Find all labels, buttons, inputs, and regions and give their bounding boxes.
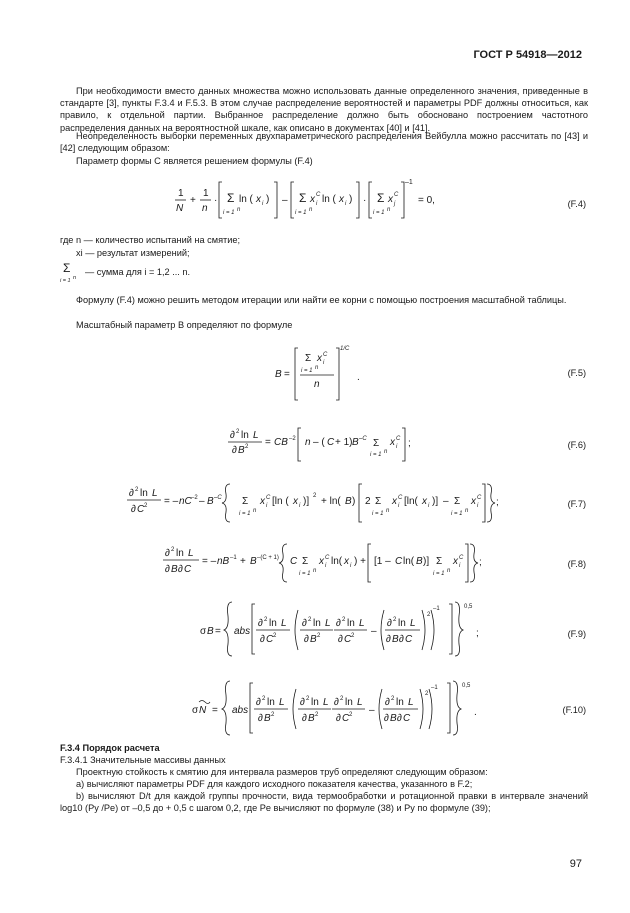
svg-text:0,5: 0,5 [462,683,471,689]
equation-number-f10: (F.10) [562,705,586,715]
paragraph-4: Формулу (F.4) можно решить методом итерации или найти ее корни с помощью построения масштабной таблицы. [76,295,567,305]
svg-text:∂: ∂ [165,548,170,559]
equation-f9-closing-graphic [446,598,486,658]
paragraph-8: b) вычисляют D/t для каждой группы прочности, вида термообработки и ротационной правки в интервале значений log10 (Py /Pe) от –0,5 до + 0,5 с шагом 0,2, где Pe вычисляют по формуле (38) и Py по формуле (39); [60,791,588,814]
svg-text:C: C [477,495,482,501]
sum-symbol-graphic [60,260,86,284]
svg-text:n: n [73,275,77,281]
svg-text:;: ; [496,497,499,508]
svg-text:L: L [323,697,329,708]
definition-x: xi — результат измерений; [76,248,190,258]
svg-text:∂: ∂ [260,634,265,645]
equation-f7 [127,482,497,527]
svg-text:–1: –1 [431,685,438,691]
svg-text:i = 1: i = 1 [223,210,235,216]
svg-text:–: – [369,705,375,716]
svg-text:C: C [325,555,330,561]
svg-text:B: B [352,437,359,448]
svg-text:n: n [309,207,313,213]
sum-symbol [60,260,86,287]
svg-text:i = 1: i = 1 [373,210,385,216]
svg-text:): ) [352,496,356,507]
svg-text:= –: = – [164,496,179,507]
svg-text:∂: ∂ [334,697,339,708]
equation-f10-closing [444,677,484,740]
svg-text:)]: )] [423,556,430,567]
svg-text:Σ: Σ [227,191,235,205]
svg-text:–2: –2 [289,436,296,442]
svg-text:Σ: Σ [242,496,249,507]
svg-text:Σ: Σ [373,438,380,449]
svg-text:=: = [212,705,218,716]
svg-text:–1: –1 [405,179,413,186]
svg-text:x: x [422,496,427,507]
svg-text:ln: ln [396,697,404,708]
svg-text:=: = [215,626,221,637]
svg-text:CB: CB [274,437,288,448]
svg-text:2: 2 [308,617,312,623]
definition-sum: — сумма для i = 1,2 ... n. [85,267,191,277]
svg-text:–: – [199,496,205,507]
equation-number-f9: (F.9) [567,629,586,639]
equation-f10-closing-graphic [444,677,484,737]
svg-text:∂: ∂ [304,634,309,645]
svg-text:C: C [398,495,403,501]
svg-text:∂: ∂ [387,618,392,629]
svg-text:∂: ∂ [336,713,341,724]
svg-text:i = 1: i = 1 [299,571,311,577]
svg-text:L: L [359,618,365,629]
equation-number-f5: (F.5) [567,368,586,378]
document-header: ГОСТ Р 54918—2012 [473,49,582,61]
svg-text:x: x [339,194,344,205]
svg-text:∂: ∂ [131,504,136,515]
svg-text:i: i [428,503,430,509]
svg-text:Σ: Σ [299,191,307,205]
equation-f9-graphic [198,596,448,656]
equation-f8 [163,542,483,587]
svg-text:+: + [190,195,196,206]
svg-text:i: i [398,503,400,509]
svg-text:;: ; [408,438,411,449]
svg-text:L: L [325,618,331,629]
svg-text:i = 1: i = 1 [370,452,382,458]
equation-f10 [190,675,444,738]
svg-text:B: B [390,713,397,724]
svg-text:n: n [315,365,319,371]
svg-text:C: C [403,713,411,724]
svg-text:i: i [350,563,352,569]
svg-text:C: C [316,192,321,198]
paragraph-6: Проектную стойкость к смятию для интервала размеров труб определяют следующим образом: [76,767,488,777]
svg-text:B: B [250,556,257,567]
svg-text:2: 2 [171,547,175,553]
svg-text:∂: ∂ [399,634,404,645]
svg-text:=: = [265,437,271,448]
page-number: 97 [569,858,582,870]
svg-text:)]: )] [432,496,439,507]
equation-f10-graphic [190,675,444,735]
svg-text:2: 2 [317,633,321,639]
svg-text:C: C [266,634,274,645]
equation-f6 [228,425,418,468]
svg-text:i = 1: i = 1 [239,511,251,517]
svg-text:·: · [214,195,218,206]
svg-text:σ: σ [192,705,199,716]
svg-text:Σ: Σ [302,556,309,567]
svg-text:2: 2 [264,617,268,623]
equation-f7-graphic [127,482,497,524]
svg-text:i: i [345,201,347,207]
svg-text:∂: ∂ [338,634,343,645]
svg-text:ln: ln [313,618,321,629]
svg-text:+: + [240,556,246,567]
svg-text:i: i [323,360,325,366]
svg-text:i: i [262,201,264,207]
svg-text:–: – [443,496,449,507]
svg-text:2: 2 [271,712,275,718]
svg-text:ln: ln [269,618,277,629]
subsection-title: F.3.4.1 Значительные массивы данных [60,755,226,765]
svg-text:C: C [395,556,403,567]
svg-text:x: x [256,194,261,205]
svg-text:i: i [396,444,398,450]
svg-text:i: i [459,563,461,569]
svg-text:ln: ln [241,430,249,441]
svg-text:∂: ∂ [336,618,341,629]
svg-text:x: x [317,353,322,364]
svg-text:): ) [266,194,270,205]
svg-text:2: 2 [306,696,310,702]
equation-f9-closing [446,598,486,661]
svg-text:ln: ln [176,548,184,559]
svg-text:C: C [323,352,328,358]
svg-text:n: n [386,508,390,514]
svg-text:∂: ∂ [302,618,307,629]
svg-text:2: 2 [144,503,148,509]
svg-text:L: L [279,697,285,708]
svg-text:∂: ∂ [256,697,261,708]
svg-text:i: i [266,503,268,509]
paragraph-2: Неопределенность выборки переменных двухпараметрического распределения Вейбулла можно рассчитать по [43] и [42] следующим образом: [60,131,588,154]
svg-text:–C: –C [214,495,222,501]
equation-f9 [198,596,448,659]
svg-text:C: C [184,564,192,575]
svg-text:ln: ln [311,697,319,708]
svg-text:1: 1 [178,188,184,199]
svg-text:n: n [237,207,241,213]
svg-text:∂: ∂ [258,618,263,629]
paragraph-5: Масштабный параметр B определяют по формуле [76,320,293,330]
svg-text:ln: ln [345,697,353,708]
svg-text:[ln(: [ln( [404,496,418,507]
equation-f5 [272,340,382,409]
svg-text:x: x [344,556,349,567]
svg-text:∂: ∂ [385,697,390,708]
svg-text:x: x [453,556,458,567]
svg-text:ln: ln [140,488,148,499]
svg-text:): ) [349,194,353,205]
paragraph-3: Параметр формы C является решением формулы (F.4) [76,156,313,166]
svg-text:Σ: Σ [377,191,385,205]
svg-text:C: C [405,634,413,645]
svg-text:∂: ∂ [232,445,237,456]
svg-text:.: . [474,707,477,718]
svg-text:x: x [392,496,397,507]
svg-text:B: B [238,445,245,456]
svg-text:C: C [327,437,335,448]
svg-text:L: L [253,430,259,441]
equation-f4-graphic [172,178,462,223]
svg-text:2: 2 [342,617,346,623]
svg-text:=: = [284,369,290,380]
svg-text:x: x [260,496,265,507]
paragraph-7: а) вычисляют параметры PDF для каждого исходного показателя качества, указанного в F.2; [76,779,473,789]
svg-text:[1 –: [1 – [374,556,391,567]
svg-text:–C: –C [359,436,367,442]
svg-text:x: x [388,194,393,205]
svg-text:i: i [316,201,318,207]
svg-text:+ ln(: + ln( [321,496,341,507]
svg-text:2: 2 [349,712,353,718]
svg-text:2: 2 [245,444,249,450]
svg-text:N: N [199,705,207,716]
svg-text:.: . [357,372,360,383]
svg-text:–1: –1 [230,555,237,561]
svg-text:2: 2 [262,696,266,702]
svg-text:abs: abs [234,626,251,637]
svg-text:L: L [152,488,158,499]
svg-text:2: 2 [425,691,429,697]
svg-text:= 0,: = 0, [418,195,435,206]
svg-text:C: C [137,504,145,515]
svg-text:)]: )] [303,496,310,507]
svg-text:C: C [342,713,350,724]
equation-number-f8: (F.8) [567,559,586,569]
svg-text:B: B [275,369,282,380]
svg-text:– (: – ( [313,437,325,448]
svg-text:i = 1: i = 1 [60,278,71,284]
svg-text:2: 2 [313,493,317,499]
svg-text:;: ; [479,557,482,568]
equation-f6-graphic [228,425,418,465]
paragraph-1: При необходимости вместо данных множества можно использовать данные определенного значения, приведенные в стандарте [3], пункты F.3.4 и F.5.3. В этом случае распределение вероятностей и параметры PDF должны относиться, как правило, к отдельной партии. Выбранное распределение должно быть обосновано построением частотного распределения данных на вероятностной шкале, как описано в документах [40] и [41]. [60,86,588,133]
svg-text:ln: ln [347,618,355,629]
svg-text:ln: ln [398,618,406,629]
svg-text:n: n [202,203,208,214]
svg-text:2: 2 [391,696,395,702]
svg-text:x: x [390,437,395,448]
svg-text:0,5: 0,5 [464,604,473,610]
svg-text:x: x [293,496,298,507]
definition-n: где n — количество испытаний на смятие; [60,235,241,245]
svg-text:ln (: ln ( [322,194,336,205]
svg-text:C: C [396,436,401,442]
svg-text:L: L [281,618,287,629]
svg-text:L: L [188,548,194,559]
svg-text:x: x [319,556,324,567]
svg-text:∂: ∂ [178,564,183,575]
svg-text:∂: ∂ [300,697,305,708]
svg-text:2: 2 [393,617,397,623]
svg-text:C: C [266,495,271,501]
svg-text:–: – [371,626,377,637]
svg-text:+ 1): + 1) [335,437,353,448]
svg-text:ln(: ln( [403,556,415,567]
equation-number-f6: (F.6) [567,440,586,450]
svg-text:ln (: ln ( [239,194,253,205]
svg-text:2: 2 [351,633,355,639]
svg-text:2: 2 [273,633,277,639]
svg-text:i: i [477,503,479,509]
svg-text:x: x [310,194,315,205]
svg-text:[ln (: [ln ( [272,496,289,507]
svg-text:L: L [408,697,414,708]
svg-text:nB: nB [217,556,230,567]
svg-text:∂: ∂ [302,713,307,724]
svg-text:n: n [253,508,257,514]
svg-text:∂: ∂ [384,713,389,724]
svg-text:C: C [459,555,464,561]
svg-text:i: i [299,503,301,509]
svg-text:2: 2 [427,612,431,618]
svg-text:n: n [314,379,320,390]
svg-text:B: B [171,564,178,575]
svg-text:ln: ln [267,697,275,708]
svg-text:∂: ∂ [165,564,170,575]
svg-text:L: L [357,697,363,708]
svg-text:C: C [290,556,298,567]
svg-text:B: B [207,496,214,507]
svg-text:n: n [305,437,311,448]
svg-text:) +: ) + [354,556,366,567]
svg-text:∂: ∂ [386,634,391,645]
svg-text:∂: ∂ [397,713,402,724]
svg-text:2: 2 [236,429,240,435]
svg-text:∂: ∂ [230,430,235,441]
svg-text:n: n [387,207,391,213]
svg-text:C: C [394,192,399,198]
svg-text:n: n [447,568,451,574]
equation-f4 [172,178,462,226]
svg-text:2: 2 [135,487,139,493]
svg-text:B: B [392,634,399,645]
svg-text:–2: –2 [191,495,198,501]
svg-text:σ: σ [200,626,207,637]
svg-text:= –: = – [202,556,217,567]
svg-text:n: n [465,508,469,514]
svg-text:B: B [264,713,271,724]
svg-text:i: i [325,563,327,569]
svg-text:B: B [308,713,315,724]
svg-text:N: N [176,203,184,214]
svg-text:Σ: Σ [436,556,443,567]
section-title: F.3.4 Порядок расчета [60,743,160,753]
equation-number-f4: (F.4) [567,199,586,209]
svg-text:L: L [410,618,416,629]
svg-text:nC: nC [179,496,192,507]
svg-text:;: ; [476,628,479,639]
svg-text:∂: ∂ [129,488,134,499]
svg-text:ln(: ln( [331,556,343,567]
svg-text:i = 1: i = 1 [433,571,445,577]
equation-f8-graphic [163,542,483,584]
svg-text:2: 2 [340,696,344,702]
svg-text:–(C + 1): –(C + 1) [257,555,279,561]
svg-text:n: n [313,568,317,574]
svg-text:·: · [363,195,367,206]
svg-text:n: n [384,449,388,455]
svg-text:2: 2 [365,496,371,507]
svg-text:B: B [416,556,423,567]
svg-text:i = 1: i = 1 [451,511,463,517]
svg-text:Σ: Σ [63,261,71,275]
svg-text:B: B [310,634,317,645]
svg-text:–1: –1 [433,606,440,612]
svg-text:C: C [344,634,352,645]
equation-f5-graphic [272,340,382,406]
svg-text:∂: ∂ [258,713,263,724]
svg-text:abs: abs [232,705,249,716]
svg-text:1: 1 [203,188,209,199]
svg-text:Σ: Σ [375,496,382,507]
svg-text:i = 1: i = 1 [301,368,313,374]
svg-text:i = 1: i = 1 [295,210,307,216]
svg-text:Σ: Σ [305,353,312,364]
svg-text:–: – [282,195,288,206]
svg-text:j: j [394,201,396,207]
svg-text:1/C: 1/C [340,346,350,352]
svg-text:B: B [207,626,214,637]
svg-text:Σ: Σ [454,496,461,507]
equation-number-f7: (F.7) [567,499,586,509]
svg-text:B: B [345,496,352,507]
svg-text:x: x [471,496,476,507]
svg-text:i = 1: i = 1 [372,511,384,517]
svg-text:2: 2 [315,712,319,718]
